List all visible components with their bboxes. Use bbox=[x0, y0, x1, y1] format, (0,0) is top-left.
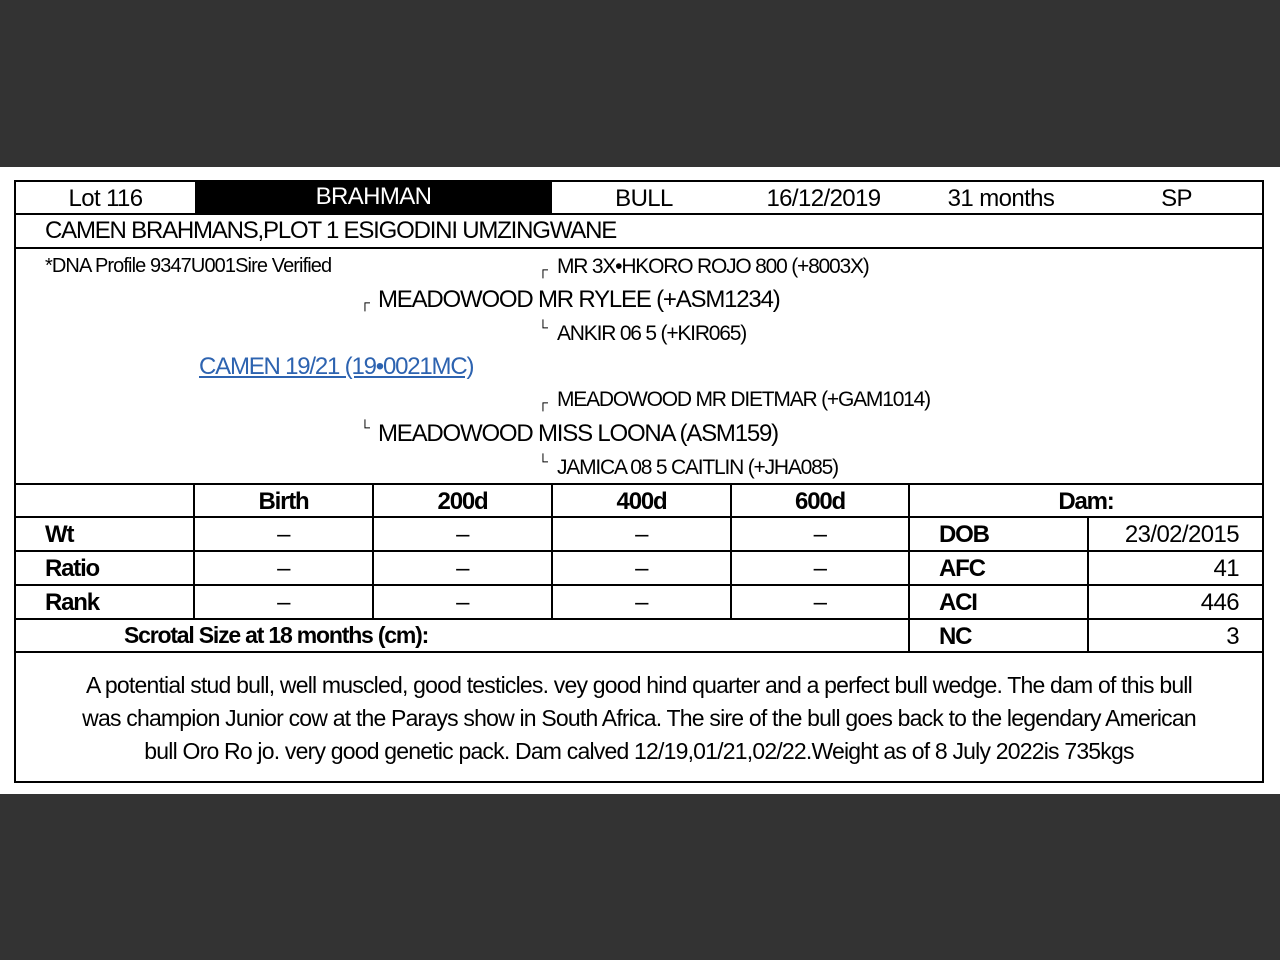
dam-label-nc: NC bbox=[939, 623, 972, 650]
table-cell: – bbox=[635, 555, 648, 582]
age: 31 months bbox=[947, 185, 1055, 212]
dna-note: *DNA Profile 9347U001Sire Verified bbox=[45, 255, 332, 277]
table-cell: – bbox=[813, 521, 827, 548]
column-header-200d: 200d bbox=[437, 488, 488, 515]
bracket-bottom-icon: └ bbox=[538, 453, 548, 469]
bracket-top-icon: ┌ bbox=[360, 294, 370, 310]
sire-dam-dam: JAMICA 08 5 CAITLIN (+JHA085) bbox=[557, 456, 838, 479]
divider bbox=[16, 213, 1262, 215]
row-label-rank: Rank bbox=[45, 589, 99, 616]
sire-dam-sire: MEADOWOOD MR DIETMAR (+GAM1014) bbox=[557, 388, 930, 411]
dam-label-dob: DOB bbox=[939, 521, 989, 548]
dam-value-aci: 446 bbox=[1200, 589, 1239, 616]
table-cell: – bbox=[635, 521, 648, 548]
divider bbox=[16, 584, 1262, 586]
lot-number: Lot 116 bbox=[68, 185, 143, 212]
dam-value-dob: 23/02/2015 bbox=[1124, 521, 1239, 548]
registration-code: SP bbox=[1161, 185, 1192, 212]
breeder-address: CAMEN BRAHMANS,PLOT 1 ESIGODINI UMZINGWANE bbox=[45, 217, 617, 244]
divider bbox=[16, 483, 1262, 485]
sex: BULL bbox=[615, 185, 673, 212]
dam-label-aci: ACI bbox=[939, 589, 977, 616]
divider bbox=[16, 651, 1262, 653]
comment-line: A potential stud bull, well muscled, good testicles. vey good hind quarter and a perfect bull wedge. The dam of this bull bbox=[86, 672, 1192, 698]
bracket-top-icon: ┌ bbox=[538, 394, 548, 410]
bracket-bottom-icon: └ bbox=[360, 419, 370, 435]
sire-sire-sire: MR 3X•HKORO ROJO 800 (+8003X) bbox=[557, 255, 869, 278]
lot-comment bbox=[16, 669, 1262, 768]
table-cell: – bbox=[813, 555, 827, 582]
comment-line: bull Oro Ro jo. very good genetic pack. Dam calved 12/19,01/21,02/22.Weight as of 8 July 2022is 735kgs bbox=[144, 738, 1134, 764]
comment-line: was champion Junior cow at the Parays show in South Africa. The sire of the bull goes back to the legendary American bbox=[82, 705, 1196, 731]
scrotal-size-label: Scrotal Size at 18 months (cm): bbox=[124, 622, 429, 648]
table-cell: – bbox=[277, 521, 290, 548]
lot-card bbox=[14, 180, 1264, 783]
row-label-ratio: Ratio bbox=[45, 555, 100, 582]
breed: BRAHMAN bbox=[315, 183, 432, 210]
table-cell: – bbox=[456, 521, 469, 548]
table-cell: – bbox=[277, 555, 290, 582]
row-label-wt: Wt bbox=[45, 521, 74, 548]
table-cell: – bbox=[635, 589, 648, 616]
dam-heading: Dam: bbox=[1058, 488, 1114, 515]
dam-label-afc: AFC bbox=[939, 555, 985, 582]
table-cell: – bbox=[456, 589, 469, 616]
sire-sire-dam: ANKIR 06 5 (+KIR065) bbox=[557, 322, 747, 345]
sire-sire: MEADOWOOD MR RYLEE (+ASM1234) bbox=[378, 286, 780, 313]
divider bbox=[16, 618, 1262, 620]
column-header-400d: 400d bbox=[616, 488, 667, 515]
dam-value-nc: 3 bbox=[1226, 623, 1239, 650]
divider bbox=[16, 247, 1262, 249]
bracket-bottom-icon: └ bbox=[538, 319, 548, 335]
table-cell: – bbox=[813, 589, 827, 616]
sire-link[interactable]: CAMEN 19/21 (19•0021MC) bbox=[199, 353, 474, 380]
catalogue-sheet bbox=[0, 167, 1280, 794]
column-header-600d: 600d bbox=[795, 488, 845, 515]
table-cell: – bbox=[456, 555, 469, 582]
birth-date: 16/12/2019 bbox=[766, 185, 881, 212]
column-header-birth: Birth bbox=[258, 488, 309, 515]
table-cell: – bbox=[277, 589, 290, 616]
divider bbox=[16, 516, 1262, 518]
sire-dam: MEADOWOOD MISS LOONA (ASM159) bbox=[378, 420, 778, 447]
bracket-top-icon: ┌ bbox=[538, 261, 548, 277]
dam-value-afc: 41 bbox=[1213, 555, 1239, 582]
divider bbox=[16, 550, 1262, 552]
